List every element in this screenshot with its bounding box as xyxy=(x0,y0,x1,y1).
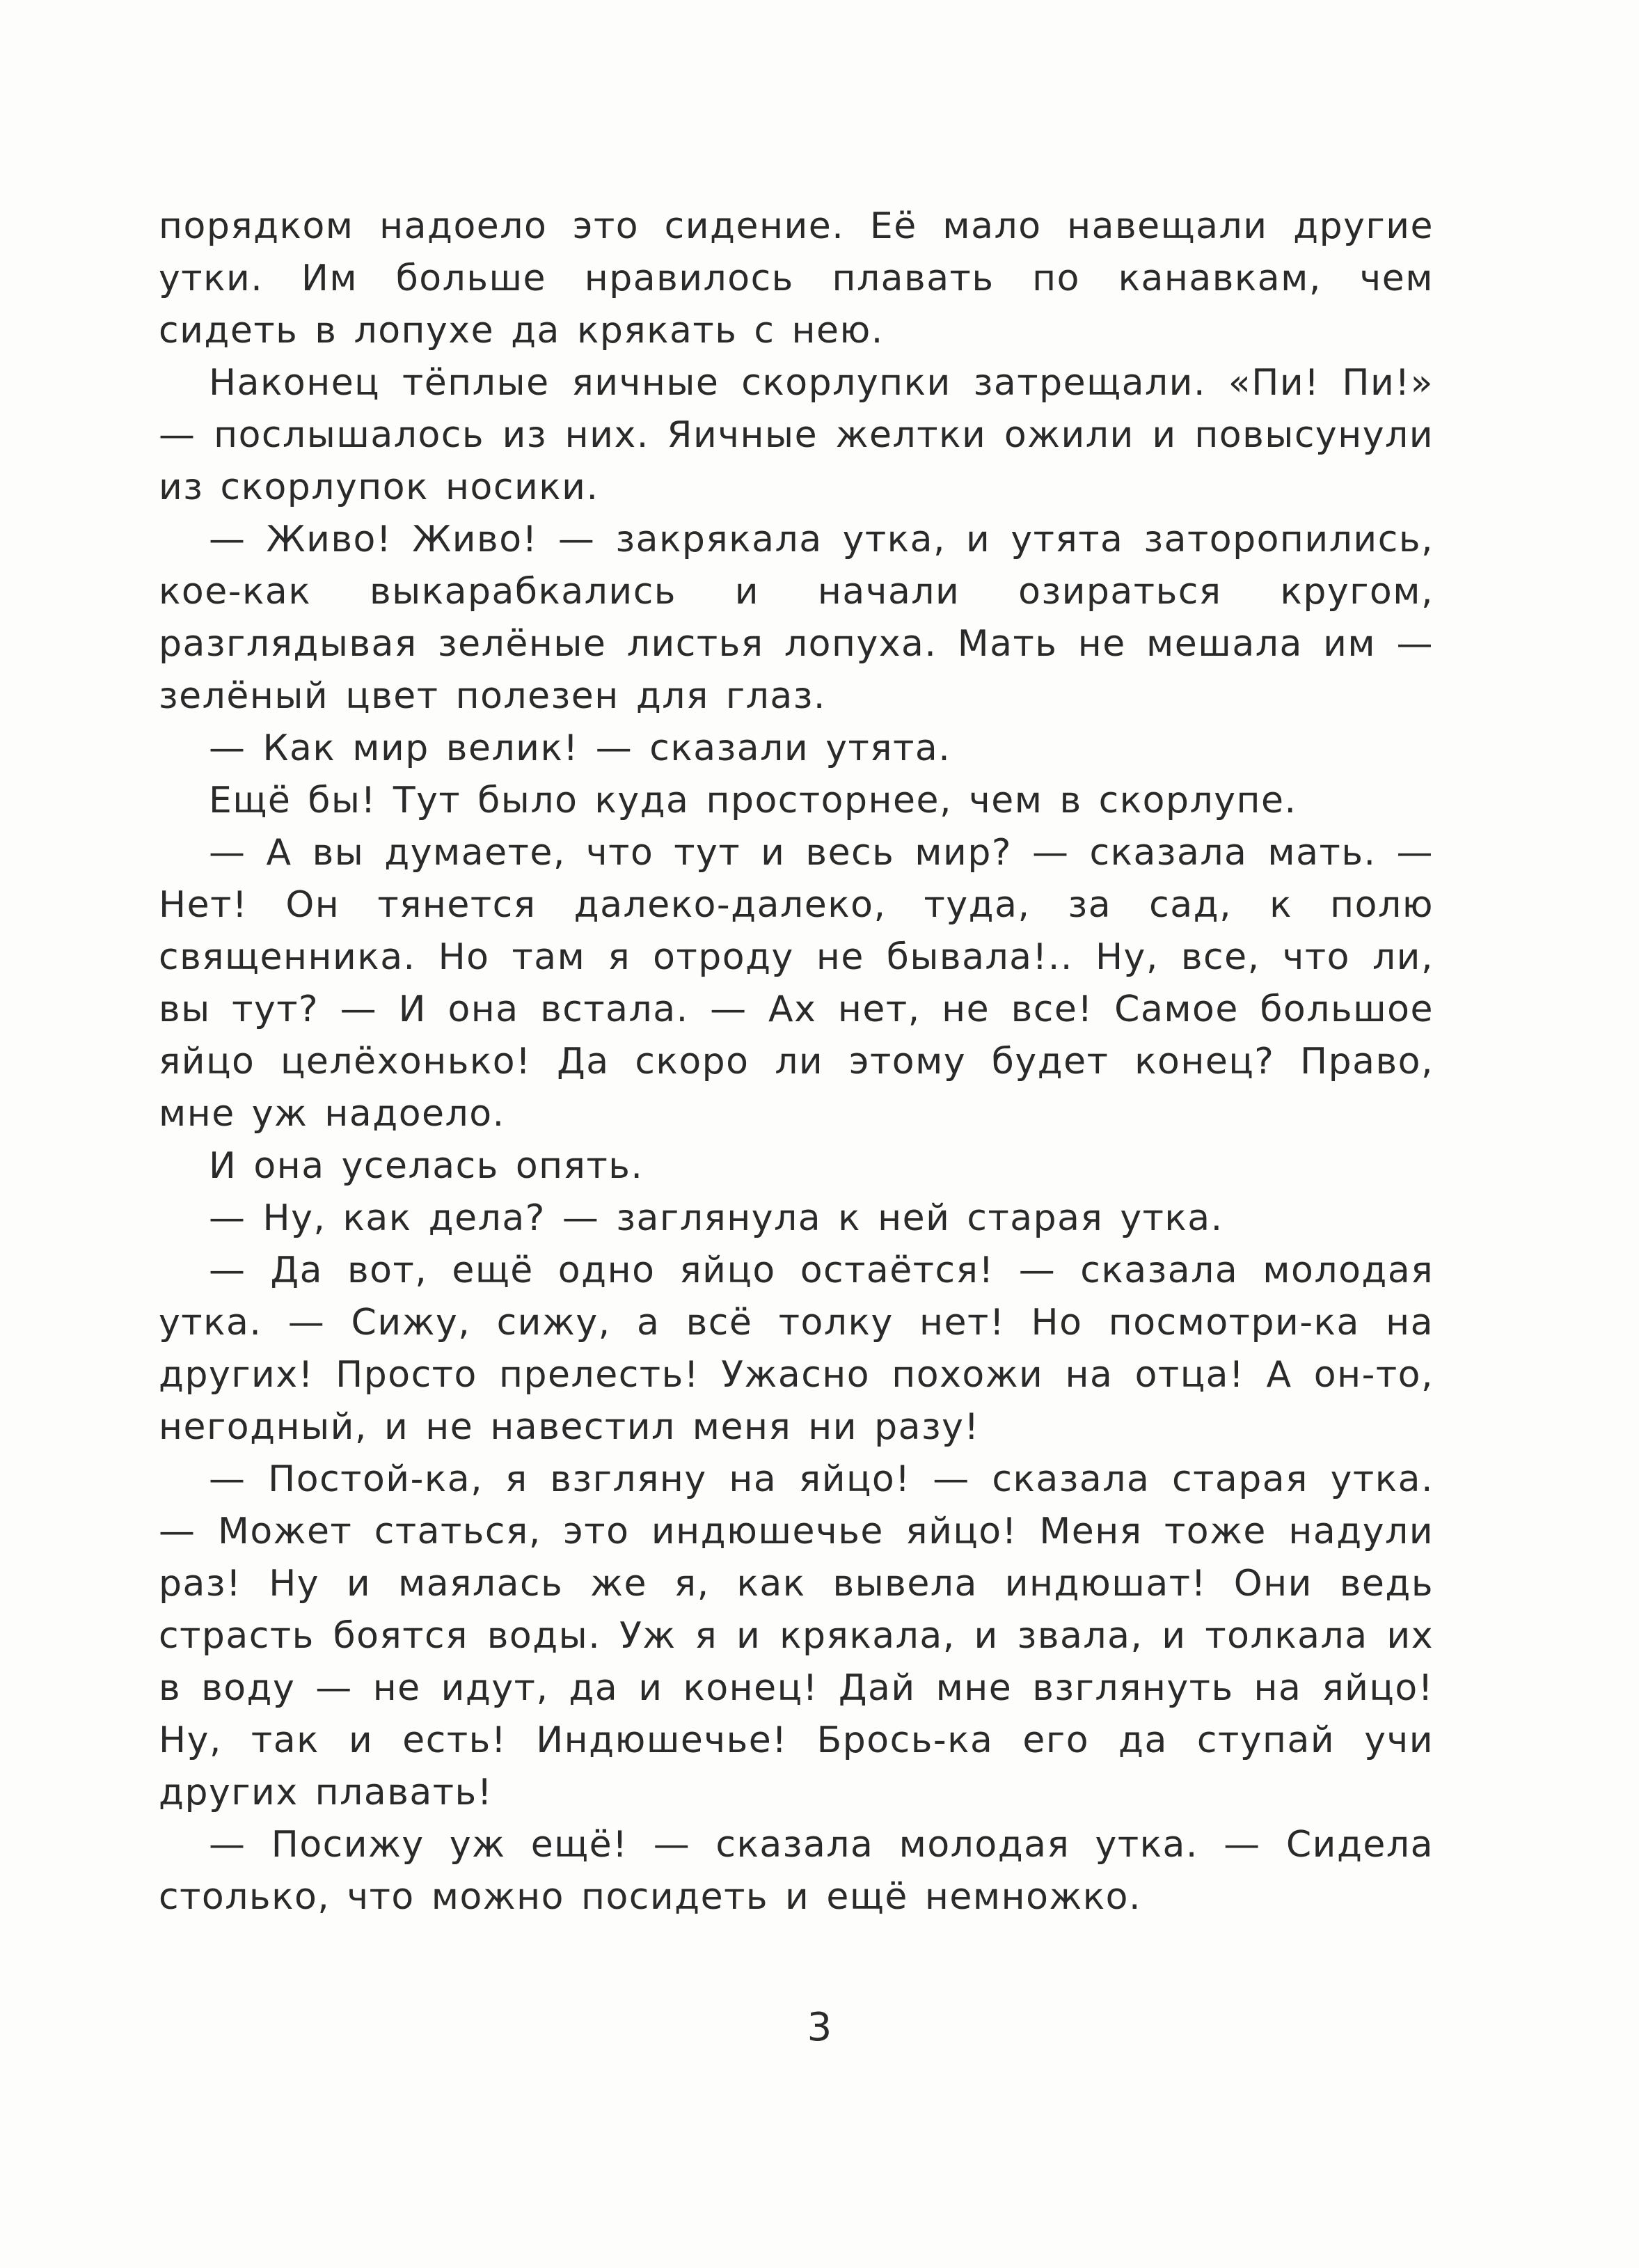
paragraph: — А вы думаете, что тут и весь мир? — сказала мать. — Нет! Он тянется далеко-далеко, туда, за сад, к полю священника. Но там я отроду не бывала!.. Ну, все, что ли, вы тут? — И она встала. — Ах нет, не все! Самое большое яйцо целёхонько! Да скоро ли этому будет конец? Право, мне уж надоело. xyxy=(159,832,1434,1135)
paragraph: — Ну, как дела? — заглянула к ней старая утка. xyxy=(209,1197,1224,1239)
paragraph: Наконец тёплые яичные скорлупки затрещали. «Пи! Пи!» — послышалось из них. Яичные желтки ожили и повысунули из скорлупок носики. xyxy=(159,362,1434,508)
paragraph: — Посижу уж ещё! — сказала молодая утка. — Сидела столько, что можно посидеть и ещё немножко. xyxy=(159,1824,1434,1918)
paragraph: Ещё бы! Тут было куда просторнее, чем в скорлупе. xyxy=(209,780,1297,821)
paragraph: — Да вот, ещё одно яйцо остаётся! — сказала молодая утка. — Сижу, сижу, а всё толку нет! Но посмотри-ка на других! Просто прелесть! Ужасно похожи на отца! А он-то, негодный, и не навестил меня ни разу! xyxy=(159,1250,1434,1448)
paragraph: — Как мир велик! — сказали утята. xyxy=(209,727,951,769)
paragraph: И она уселась опять. xyxy=(209,1145,644,1187)
page-number: 3 xyxy=(807,2005,832,2050)
paragraph: — Живо! Живо! — закрякала утка, и утята заторопились, кое-как выкарабкались и начали озираться кругом, разглядывая зелёные листья лопуха. Мать не мешала им — зелёный цвет полезен для глаз. xyxy=(159,519,1434,717)
story-text xyxy=(159,200,1434,1923)
paragraph: — Постой-ка, я взгляну на яйцо! — сказала старая утка. — Может статься, это индюшечье яйцо! Меня тоже надули раз! Ну и маялась же я, как вывела индюшат! Они ведь страсть боятся воды. Уж я и крякала, и звала, и толкала их в воду — не идут, да и конец! Дай мне взглянуть на яйцо! Ну, так и есть! Индюшечье! Брось-ка его да ступай учи других плавать! xyxy=(159,1458,1434,1813)
paragraph: порядком надоело это сидение. Её мало навещали другие утки. Им больше нравилось плавать по канавкам, чем сидеть в лопухе да крякать с нею. xyxy=(159,205,1434,352)
